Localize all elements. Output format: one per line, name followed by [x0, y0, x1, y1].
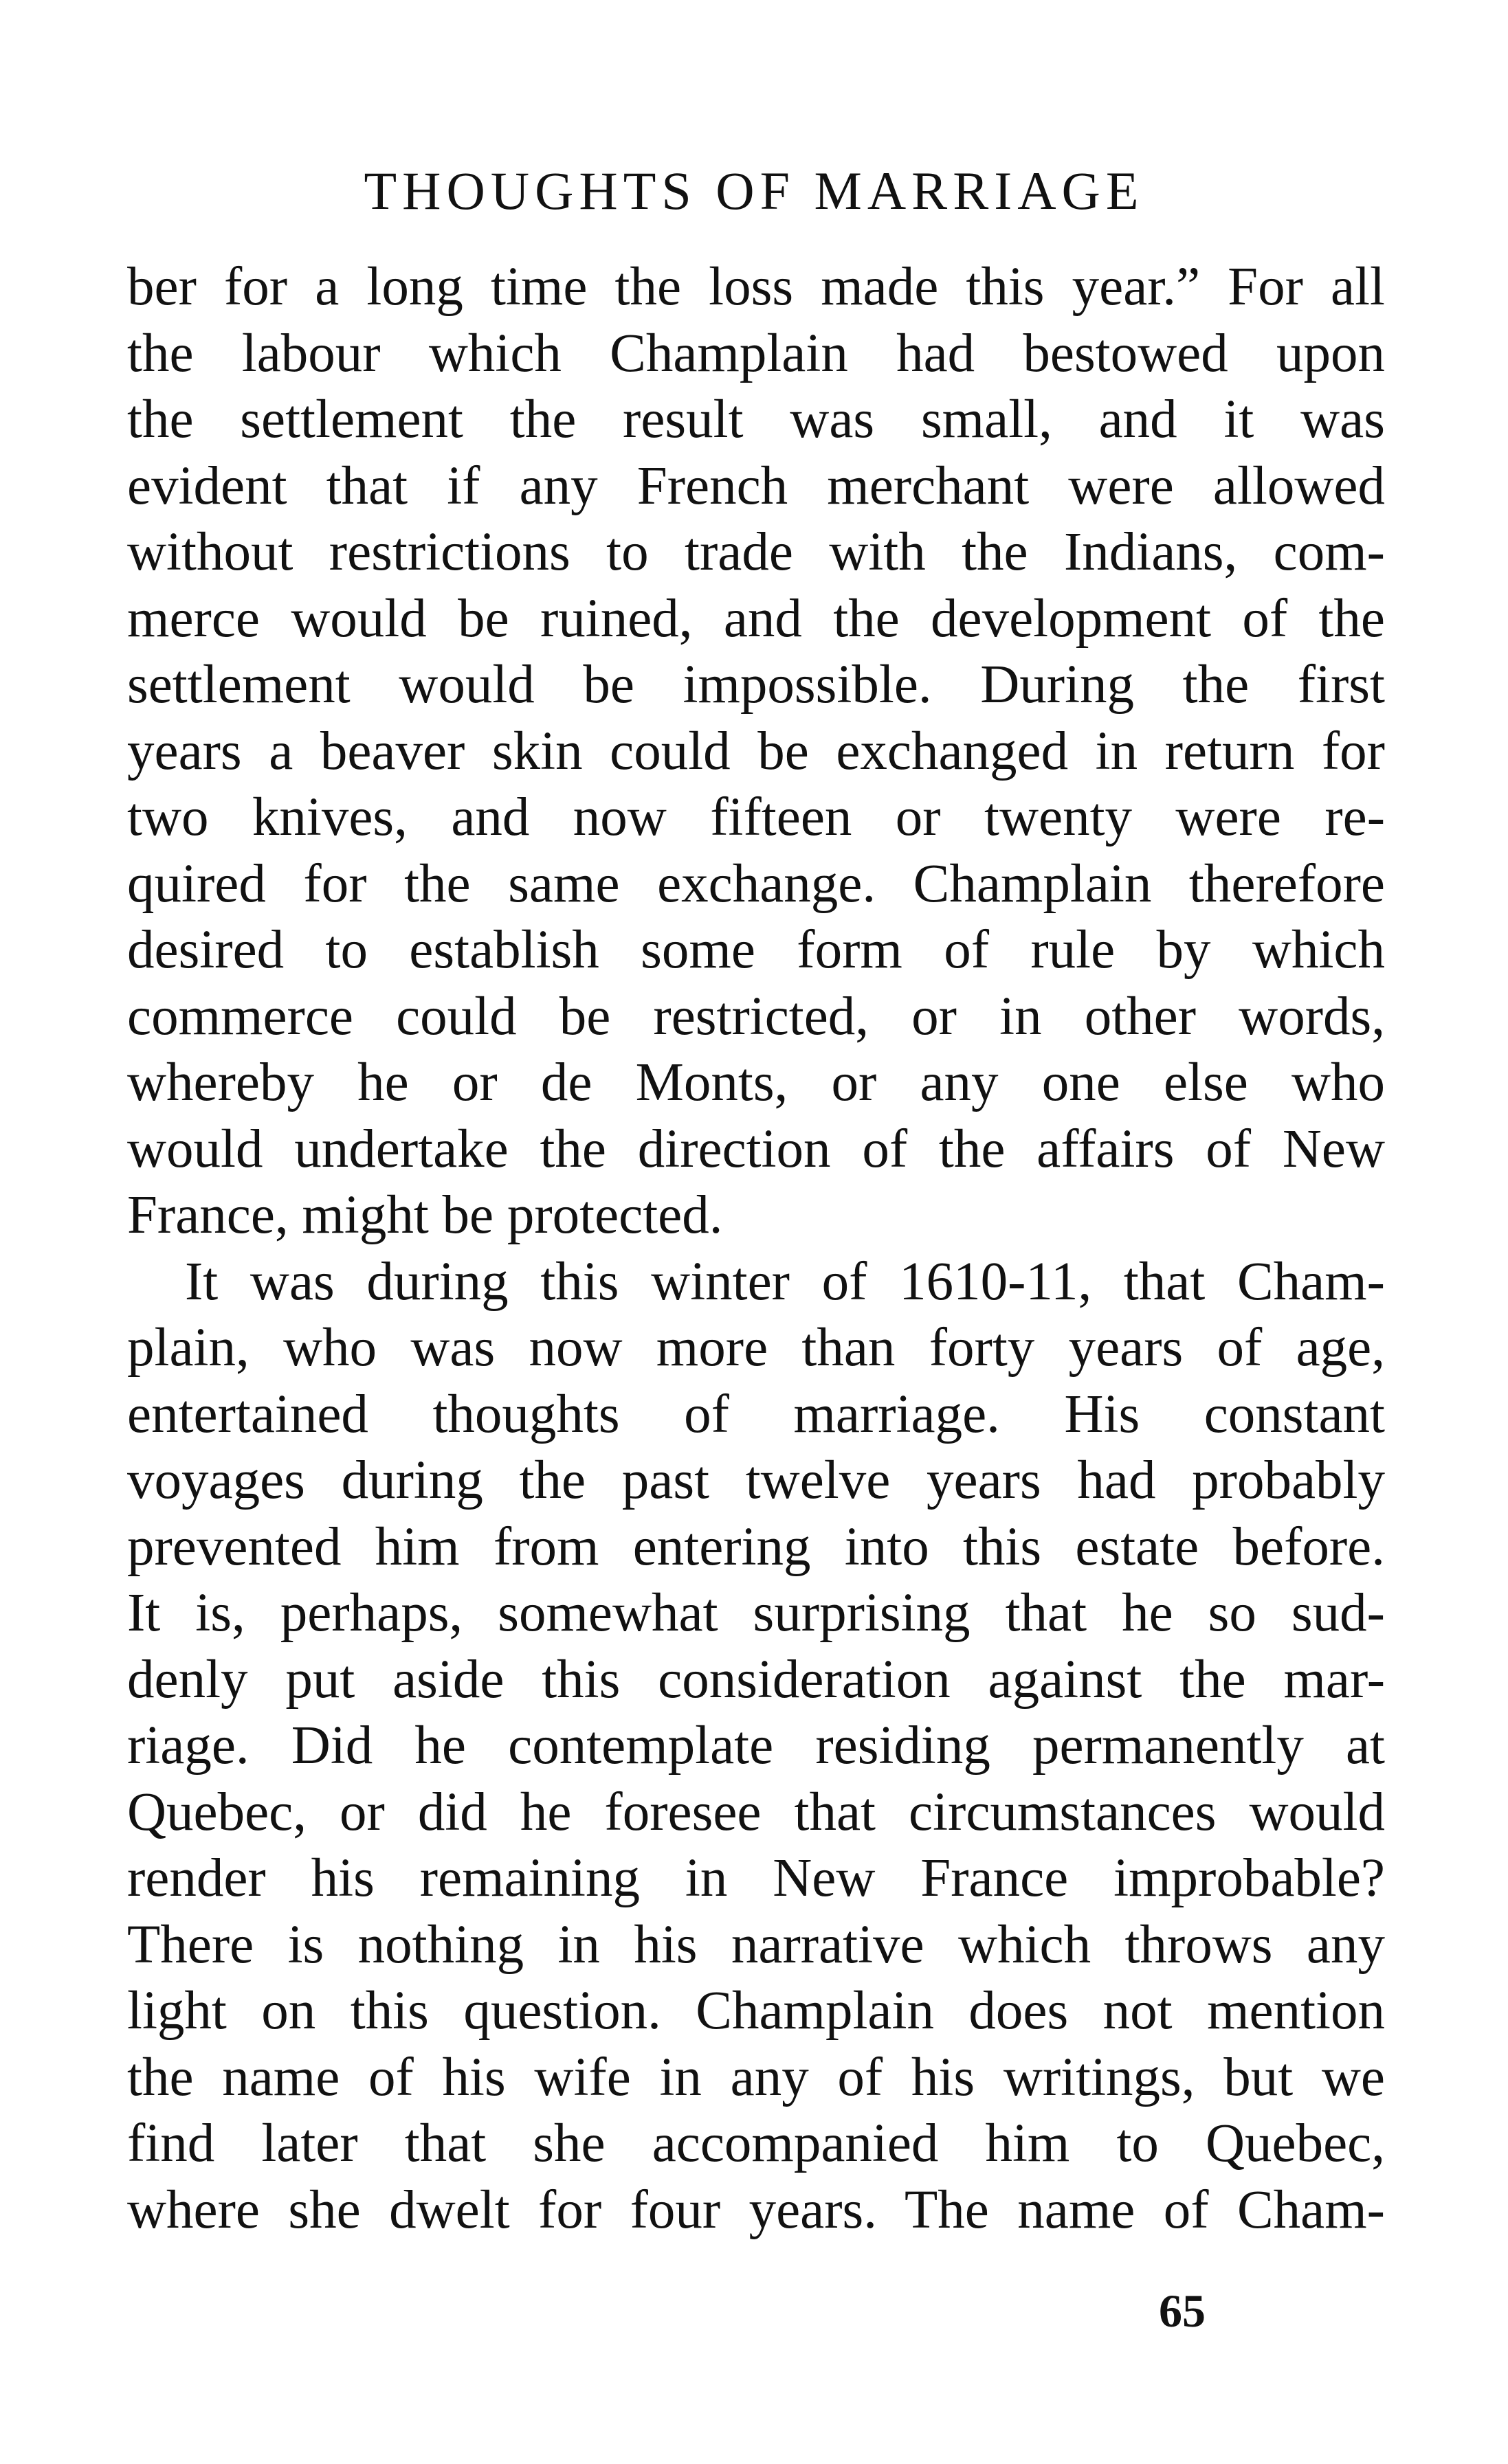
paragraph-end-line: France, might be protected. [127, 1185, 723, 1245]
text-line: the labour which Champlain had bestowed upon [127, 323, 1385, 383]
paragraph-start-line: It was during this winter of 1610-11, that Cham- [185, 1251, 1385, 1312]
text-line: whereby he or de Monts, or any one else who [127, 1053, 1385, 1112]
text-line: light on this question. Champlain does not mention [127, 1981, 1385, 2041]
text-line: without restrictions to trade with the Indians, com- [127, 522, 1385, 582]
text-line: settlement would be impossible. During the first [127, 655, 1385, 715]
text-line: plain, who was now more than forty years of age, [127, 1318, 1385, 1378]
text-line: prevented him from entering into this estate before. [127, 1516, 1385, 1577]
text-line: It is, perhaps, somewhat surprising that he so sud- [127, 1583, 1385, 1643]
text-line: denly put aside this consideration against the mar- [127, 1649, 1385, 1710]
text-line: riage. Did he contemplate residing permanently at [127, 1716, 1385, 1776]
text-line: two knives, and now fifteen or twenty were re- [127, 787, 1385, 847]
body-text [127, 254, 1385, 2243]
text-line: There is nothing in his narrative which throws any [127, 1914, 1385, 1975]
text-line: evident that if any French merchant were allowed [127, 456, 1385, 516]
text-line: the name of his wife in any of his writings, but we [127, 2047, 1385, 2107]
running-head: THOUGHTS OF MARRIAGE [364, 161, 1144, 221]
text-line: commerce could be restricted, or in other words, [127, 986, 1385, 1046]
text-line: merce would be ruined, and the development of the [127, 588, 1385, 649]
page-number: 65 [1159, 2285, 1206, 2337]
text-line: ber for a long time the loss made this year.” For all [127, 257, 1385, 317]
text-line: quired for the same exchange. Champlain therefore [127, 853, 1385, 914]
text-line: the settlement the result was small, and it was [127, 390, 1385, 449]
text-line: would undertake the direction of the affairs of New [127, 1119, 1385, 1179]
text-line: Quebec, or did he foresee that circumstances would [127, 1782, 1385, 1842]
text-line: years a beaver skin could be exchanged in return for [127, 721, 1385, 781]
text-line: where she dwelt for four years. The name of Cham- [127, 2180, 1385, 2240]
text-line: desired to establish some form of rule by which [127, 920, 1385, 980]
text-line: voyages during the past twelve years had probably [127, 1451, 1385, 1510]
text-line: entertained thoughts of marriage. His constant [127, 1384, 1385, 1444]
text-line: find later that she accompanied him to Quebec, [127, 2114, 1385, 2173]
text-line: render his remaining in New France improbable? [127, 1848, 1385, 1908]
